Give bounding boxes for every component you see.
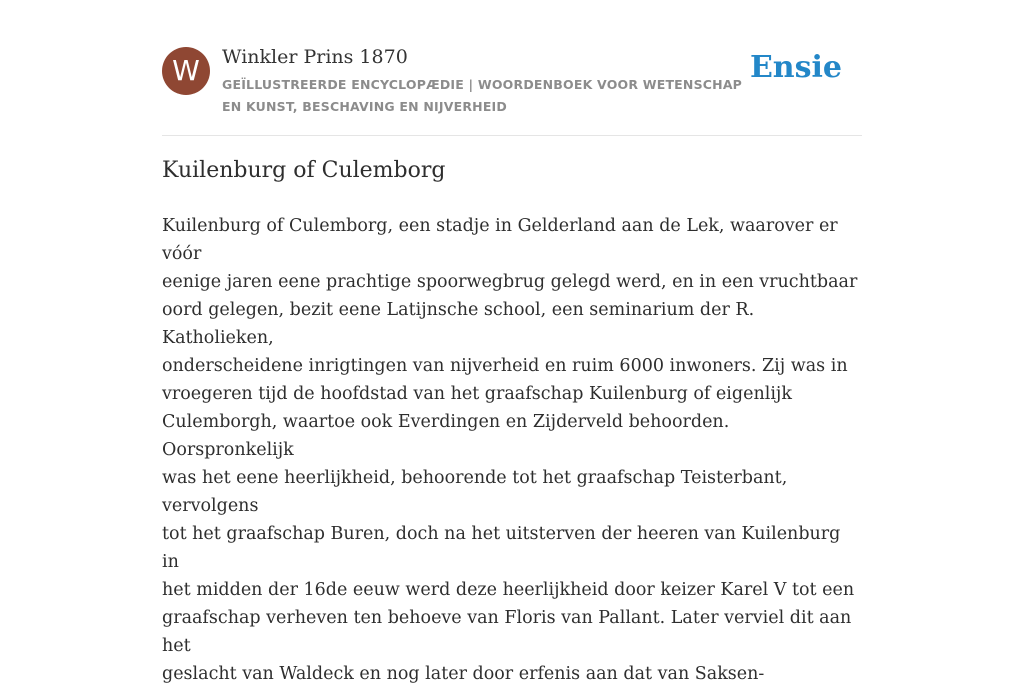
source-subtitle: GEÏLLUSTREERDE ENCYCLOPÆDIE | WOORDENBOEK VOOR WETENSCHAP EN KUNST, BESCHAVING EN NIJVERHEID (222, 77, 743, 114)
entry-body (162, 212, 862, 688)
entry-body-line: was het eene heerlijkheid, behoorende tot het graafschap Teisterbant, vervolgens (162, 468, 788, 516)
source-title-link[interactable]: Winkler Prins 1870 (222, 46, 408, 68)
entry-body-line: oord gelegen, bezit eene Latijnsche school, een seminarium der R. Katholieken, (162, 300, 755, 348)
entry-body-line: onderscheidene inrigtingen van nijverheid en ruim 6000 inwoners. Zij was in (162, 356, 848, 376)
entry-body-line: vroegeren tijd de hoofdstad van het graafschap Kuilenburg of eigenlijk (162, 384, 792, 404)
ensie-logo[interactable]: Ensie (749, 50, 842, 85)
entry-body-line: geslacht van Waldeck en nog later door erfenis aan dat van Saksen- (162, 664, 765, 684)
entry-body-line: graafschap verheven ten behoeve van Floris van Pallant. Later verviel dit aan het (162, 608, 852, 656)
entry-body-line: Culemborgh, waartoe ook Everdingen en Zijderveld behoorden. Oorspronkelijk (162, 412, 730, 460)
entry-body-line: tot het graafschap Buren, doch na het uitsterven der heeren van Kuilenburg in (162, 524, 841, 572)
entry-body-line: het midden der 16de eeuw werd deze heerlijkheid door keizer Karel V tot een (162, 580, 855, 600)
source-header (162, 46, 862, 116)
entry-title: Kuilenburg of Culemborg (162, 158, 446, 183)
entry-body-line: eenige jaren eene prachtige spoorwegbrug gelegd werd, en in een vruchtbaar (162, 272, 858, 292)
source-avatar[interactable]: W (162, 47, 210, 95)
entry-body-line: Kuilenburg of Culemborg, een stadje in Gelderland aan de Lek, waarover er vóór (162, 216, 838, 264)
header-divider (162, 135, 862, 136)
